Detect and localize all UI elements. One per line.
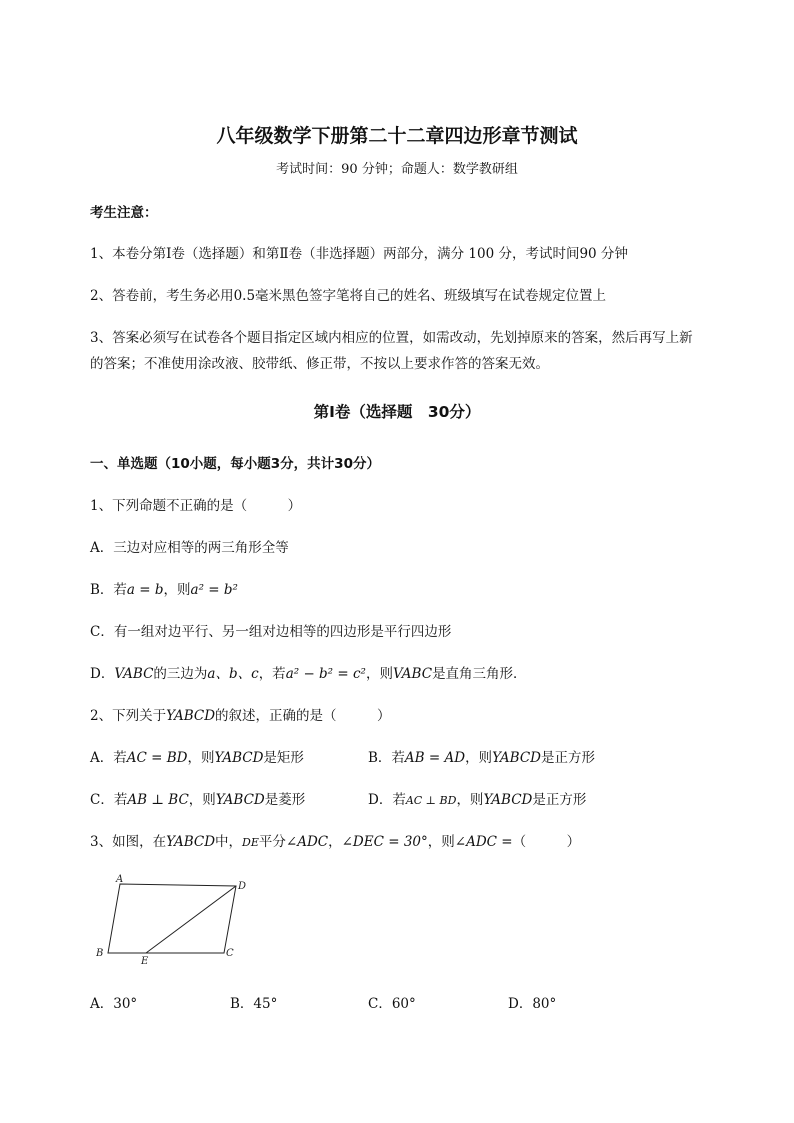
q1-d-suffix: 是直角三角形． [432, 666, 527, 682]
label-c: C [226, 948, 234, 959]
q1-d-mid3: ，则 [365, 666, 393, 682]
label-a: A [116, 874, 124, 885]
q2-c-para: YABCD [215, 792, 265, 808]
q1-option-d [90, 662, 527, 682]
q3-para: YABCD [166, 834, 216, 850]
label-d: D [238, 881, 247, 892]
q2-d-mid: ，则 [456, 792, 484, 808]
parallelogram-abcd [108, 884, 236, 953]
q3-angle-adc-eq: ∠ADC = [454, 834, 513, 850]
page-title: 八年级数学下册第二十二章四边形章节测试 [216, 125, 578, 147]
q1-option-b [90, 578, 238, 598]
q2-d-para: YABCD [483, 792, 533, 808]
section-title: 一、单选题（10小题，每小题3分，共计30分） [90, 456, 380, 472]
q3-stem-mid2: 平分 [258, 834, 286, 850]
q1-option-a: A．三边对应相等的两三角形全等 [90, 540, 289, 556]
segment-de [146, 886, 236, 953]
q3-stem-prefix: 3、如图，在 [90, 834, 167, 850]
q2-a-prefix: A．若 [90, 750, 127, 766]
q2-c-mid: ，则 [188, 792, 216, 808]
q1-d-triangle: VABC [114, 666, 154, 682]
q2-option-c [90, 788, 305, 808]
q1-b-prefix: B．若 [90, 582, 127, 598]
q2-c-prefix: C．若 [90, 792, 128, 808]
q3-option-a: A．30° [90, 996, 138, 1012]
page-subtitle: 考试时间：90 分钟；命题人：数学教研组 [276, 162, 518, 177]
label-e: E [141, 956, 149, 964]
q1-d-mid2: ，若 [258, 666, 286, 682]
q1-option-c: C．有一组对边平行、另一组对边相等的四边形是平行四边形 [90, 624, 452, 640]
parallelogram-figure [96, 872, 256, 964]
q2-option-d [368, 788, 586, 808]
q1-d-triangle-2: VABC [392, 666, 433, 682]
q1-d-mid1: 的三边为 [153, 666, 208, 682]
q2-a-mid: ，则 [187, 750, 215, 766]
label-b: B [96, 948, 104, 959]
q2-d-suffix: 是正方形 [532, 792, 587, 808]
notice-item-1: 1、本卷分第Ⅰ卷（选择题）和第Ⅱ卷（非选择题）两部分，满分 100 分，考试时间90 分钟 [90, 246, 628, 262]
q2-b-suffix: 是正方形 [541, 750, 595, 766]
part1-title: 第Ⅰ卷（选择题 30分） [313, 403, 481, 421]
q1-b-condition: a = b [126, 582, 164, 598]
q3-option-d: D．80° [508, 996, 557, 1012]
q2-stem [90, 704, 391, 724]
q2-d-cond: AC ⊥ BD [405, 794, 457, 807]
q1-d-equation: a² − b² = c² [285, 666, 366, 682]
q2-b-mid: ，则 [465, 750, 493, 766]
q3-stem-mid1: 中， [215, 834, 243, 850]
q2-d-prefix: D．若 [368, 792, 406, 808]
q2-option-b [368, 746, 595, 766]
q2-c-suffix: 是菱形 [264, 792, 306, 808]
q3-angle-dec: ∠DEC = 30° [341, 834, 428, 850]
q1-stem: 1、下列命题不正确的是（ ） [90, 498, 302, 514]
q2-b-cond: AB = AD [404, 750, 466, 766]
q3-de: DE [242, 836, 259, 849]
notice-item-3-cont: 的答案；不准使用涂改液、胶带纸、修正带，不按以上要求作答的答案无效。 [90, 356, 549, 372]
q3-angle-adc: ∠ADC [285, 834, 329, 850]
q3-stem [90, 830, 580, 850]
notice-heading: 考生注意： [90, 205, 158, 221]
q3-option-c: C．60° [368, 996, 416, 1012]
q2-stem-prefix: 2、下列关于 [90, 708, 167, 724]
q2-a-cond: AC = BD [126, 750, 188, 766]
q2-c-cond: AB ⊥ BC [127, 792, 189, 808]
q1-b-mid: ，则 [163, 582, 191, 598]
notice-item-2: 2、答卷前，考生务必用0.5毫米黑色签字笔将自己的姓名、班级填写在试卷规定位置上 [90, 288, 607, 304]
q1-b-result: a² = b² [190, 582, 238, 598]
notice-item-3: 3、答案必须写在试卷各个题目指定区域内相应的位置，如需改动，先划掉原来的答案，然后再写上新 [90, 330, 693, 346]
q2-b-para: YABCD [492, 750, 541, 766]
q3-stem-mid3: ， [328, 834, 342, 850]
q2-b-prefix: B．若 [368, 750, 405, 766]
q3-stem-mid4: ，则 [427, 834, 455, 850]
q2-stem-suffix: 的叙述，正确的是（ ） [215, 708, 391, 724]
q3-stem-suffix: （ ） [512, 834, 581, 850]
q2-option-a [90, 746, 304, 766]
q1-d-sides: a、b、c [207, 666, 259, 682]
q2-a-para: YABCD [214, 750, 264, 766]
q3-option-b: B．45° [230, 996, 278, 1012]
q2-a-suffix: 是矩形 [263, 750, 304, 766]
q1-d-prefix: D． [90, 666, 115, 682]
q2-parallelogram: YABCD [166, 708, 216, 724]
